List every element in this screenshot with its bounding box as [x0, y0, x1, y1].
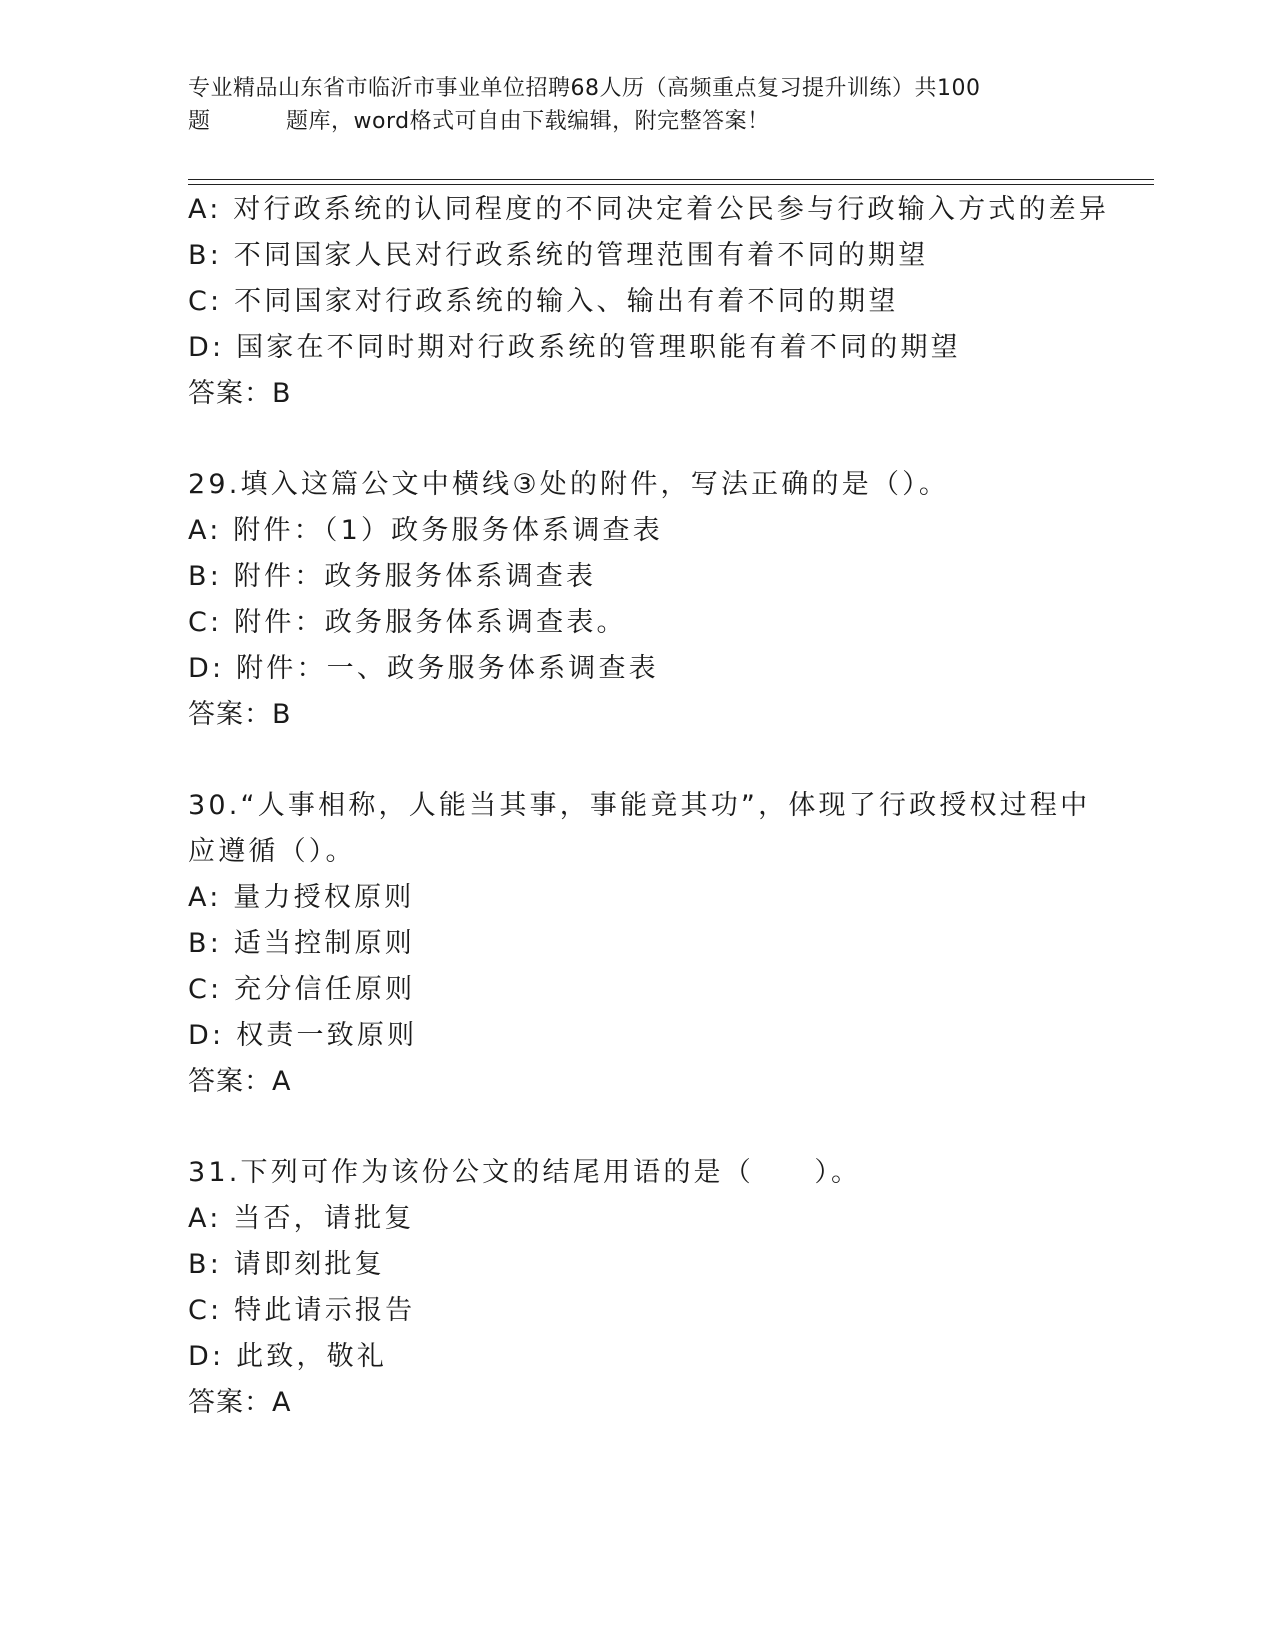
option-c: C: 充分信任原则 — [188, 974, 416, 1005]
header-divider-bottom — [188, 184, 1154, 185]
option-d: D: 附件：一、政务服务体系调查表 — [188, 653, 659, 684]
header-line-2-right: 题库，word格式可自由下载编辑，附完整答案！ — [286, 109, 770, 134]
option-c: C: 不同国家对行政系统的输入、输出有着不同的期望 — [188, 286, 899, 317]
answer: 答案：B — [188, 378, 292, 409]
option-b: B: 请即刻批复 — [188, 1249, 385, 1280]
question-text-line-2: 应遵循（）。 — [188, 836, 356, 867]
question-31 — [188, 1150, 1088, 1426]
question-text-line-1: 30.“人事相称，人能当其事，事能竟其功”，体现了行政授权过程中 — [188, 790, 1091, 821]
option-c: C: 附件：政务服务体系调查表。 — [188, 607, 627, 638]
option-a: A: 附件：（1）政务服务体系调查表 — [188, 515, 663, 546]
document-header — [188, 72, 1088, 138]
question-list — [188, 187, 1110, 1426]
header-divider-top — [188, 179, 1154, 180]
header-line-2 — [188, 105, 1088, 138]
option-a: A: 当否，请批复 — [188, 1203, 415, 1234]
spacer — [188, 738, 1088, 783]
question-28-partial — [188, 187, 1110, 417]
spacer — [188, 1105, 1088, 1150]
answer: 答案：A — [188, 1387, 292, 1418]
option-a: A: 对行政系统的认同程度的不同决定着公民参与行政输入方式的差异 — [188, 194, 1110, 225]
option-d: D: 权责一致原则 — [188, 1020, 418, 1051]
option-b: B: 适当控制原则 — [188, 928, 416, 959]
option-a: A: 量力授权原则 — [188, 882, 415, 913]
option-d: D: 此致，敬礼 — [188, 1341, 388, 1372]
question-text: 29.填入这篇公文中横线③处的附件，写法正确的是（）。 — [188, 469, 950, 500]
answer: 答案：A — [188, 1066, 292, 1097]
spacer — [188, 417, 1088, 462]
option-b: B: 附件：政务服务体系调查表 — [188, 561, 597, 592]
option-d: D: 国家在不同时期对行政系统的管理职能有着不同的期望 — [188, 332, 961, 363]
option-c: C: 特此请示报告 — [188, 1295, 416, 1326]
header-line-1: 专业精品山东省市临沂市事业单位招聘68人历（高频重点复习提升训练）共100 — [188, 76, 981, 101]
question-29 — [188, 462, 1088, 738]
header-line-2-left: 题 — [188, 109, 211, 134]
option-b: B: 不同国家人民对行政系统的管理范围有着不同的期望 — [188, 240, 929, 271]
answer: 答案：B — [188, 699, 292, 730]
question-text: 31.下列可作为该份公文的结尾用语的是（ ）。 — [188, 1157, 862, 1188]
question-30 — [188, 783, 1091, 1105]
